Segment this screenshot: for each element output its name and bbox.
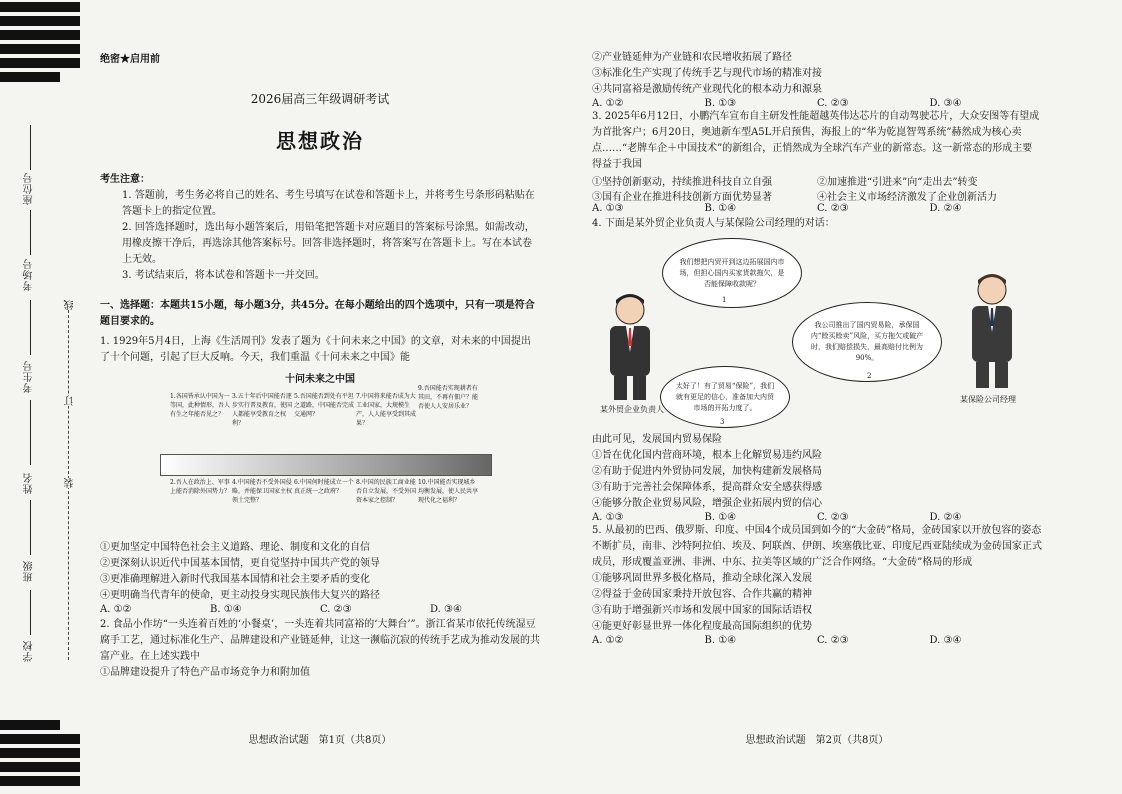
figure-q-bottom: 10.中国能否实现城乡均衡发展，使人民共享现代化之福利？ xyxy=(418,479,479,504)
q5-option: ④能更好彰显世界一体化程度最高国际组织的优势 xyxy=(592,621,812,632)
q5-option: ③有助于增强新兴市场和发展中国家的国际话语权 xyxy=(592,605,812,616)
figure-q-top: 1.各国皆承认中国为一等国，此种情形，吾人有生之年能否见之？ xyxy=(170,393,231,418)
page-footer: 思想政治试题 第1页（共8页） xyxy=(248,735,392,746)
q3-options-row1 xyxy=(592,173,1042,188)
secret-mark: 绝密★启用前 xyxy=(100,54,160,65)
choice-b: B. ①④ xyxy=(704,512,737,523)
bubble-number: 2 xyxy=(867,372,872,380)
page-2 xyxy=(592,0,1042,794)
figure-q-bottom: 4.中国能否不受外国侵略，并能保卫国家主权领土完整？ xyxy=(232,479,293,504)
choice-d: D. ②④ xyxy=(929,512,962,523)
choice-b: B. ①④ xyxy=(704,635,737,646)
q2-option: ①品牌建设提升了特色产品市场竞争力和附加值 xyxy=(100,667,310,678)
student-no-label: 考生号 xyxy=(24,360,35,393)
figure-q-top: 9.吾国能否实现耕者有其田，不再有佃户？能否使人人安居乐业？ xyxy=(418,385,479,410)
speech-bubble-2: 我公司推出了国内贸易险，承保国内“赊买赊卖”风险，买方拖欠或破产时，我们赔偿损失，最高赔付比例为90%。 xyxy=(792,302,942,382)
figure-q-bottom: 2.吾人在政治上、军事上能否消除外国势力？ xyxy=(170,479,231,495)
section-heading: 一、选择题：本题共15小题，每小题3分，共45分。在每小题给出的四个选项中，只有一项是符合题目要求的。 xyxy=(100,300,535,327)
seat-label: 座位号 xyxy=(24,172,35,205)
q2-option: ③标准化生产实现了传统手艺与现代市场的精准对接 xyxy=(592,68,822,79)
q3-option: ③国有企业在推进科技创新方面优势显著 xyxy=(592,192,772,203)
choice-a: A. ①② xyxy=(592,635,624,646)
choice-c: C. ②③ xyxy=(817,203,849,214)
q1-stem: 1. 1929年5月4日，上海《生活周刊》发表了题为《十问未来之中国》的文章，对未来的中国提出了十个问题，引起了巨大反响。今天，我们重温《十问未来之中国》能 xyxy=(100,336,531,363)
q1-option: ③更准确理解进入新时代我国基本国情和社会主要矛盾的变化 xyxy=(100,574,370,585)
choice-c: C. ②③ xyxy=(817,635,849,646)
q2-option: ②产业链延伸为产业链和农民增收拓展了路径 xyxy=(592,52,792,63)
q5-stem: 5. 从最初的巴西、俄罗斯、印度、中国4个成员国到如今的“大金砖”格局，金砖国家以开放包容的姿态不断扩员，南非、沙特阿拉伯、埃及、阿联酋、伊朗、埃塞俄比亚、印度尼西亚陆续成为金砖国家正式成员，形成覆盖亚洲、非洲、中东、拉美等区域的广泛合作网络。“大金砖”格局的形成 xyxy=(592,525,1042,568)
timeline-figure xyxy=(100,370,540,540)
choice-d: D. ③④ xyxy=(430,604,462,615)
name-label: 姓名 xyxy=(24,472,35,494)
q2-choices xyxy=(592,98,1042,109)
q4-lead: 由此可见，发展国内贸易保险 xyxy=(592,434,722,445)
cut-char-2: 订 xyxy=(65,396,76,406)
q3-option: ①坚持创新驱动，持续推进科技自立自强 xyxy=(592,177,772,188)
exam-title: 2026届高三年级调研考试 xyxy=(250,92,390,106)
figure-q-top: 7.中国将来能否成为大工业国家，大规模生产，人人能享受到其成果？ xyxy=(356,393,417,427)
q1-choices xyxy=(100,604,540,615)
figure-q-top: 3.五十年后中国能否逐步实行普及教育，使国人都能享受教育之权利？ xyxy=(232,393,293,427)
q4-stem: 4. 下面是某外贸企业负责人与某保险公司经理的对话： xyxy=(592,218,835,229)
choice-b: B. ①④ xyxy=(210,604,242,615)
q1-option: ②更深刻认识近代中国基本国情，更自觉坚持中国共产党的领导 xyxy=(100,558,380,569)
choice-a: A. ①③ xyxy=(592,512,624,523)
class-label: 班级 xyxy=(24,560,35,582)
choice-d: D. ③④ xyxy=(929,98,962,109)
timeline-bar xyxy=(160,454,492,476)
choice-c: C. ②③ xyxy=(320,604,352,615)
dialogue-illustration xyxy=(592,232,1042,432)
q4-option: ②有助于促进内外贸协同发展，加快构建新发展格局 xyxy=(592,466,822,477)
notice-heading: 考生注意： xyxy=(100,174,150,185)
choice-d: D. ③④ xyxy=(929,635,962,646)
left-person-caption: 某外贸企业负责人 xyxy=(600,405,664,414)
notice-item: 3. 考试结束后，将本试卷和答题卡一并交回。 xyxy=(122,270,325,281)
q5-choices xyxy=(592,635,1042,646)
q4-option: ③有助于完善社会保障体系，提高群众安全感获得感 xyxy=(592,482,822,493)
insurance-manager-figure xyxy=(962,272,1022,392)
choice-c: C. ②③ xyxy=(817,512,849,523)
q1-option: ①更加坚定中国特色社会主义道路、理论、制度和文化的自信 xyxy=(100,542,370,553)
bubble-number: 1 xyxy=(722,296,727,304)
right-person-caption: 某保险公司经理 xyxy=(960,395,1016,404)
q1-option: ④更明确当代青年的使命，更主动投身实现民族伟大复兴的路径 xyxy=(100,590,380,601)
page-1 xyxy=(100,0,540,794)
q3-option: ②加速推进“引进来”向“走出去”转变 xyxy=(817,177,978,188)
choice-d: D. ②④ xyxy=(929,203,962,214)
notice-item: 1. 答题前，考生务必将自己的姓名、考生号填写在试卷和答题卡上，并将考生号条形码粘贴在答题卡上的指定位置。 xyxy=(122,190,535,217)
figure-q-bottom: 8.中国的民族工商业能否自立发展，不受外国资本家之控制？ xyxy=(356,479,417,504)
figure-title: 十问未来之中国 xyxy=(285,374,355,385)
subject-title: 思想政治 xyxy=(276,129,364,153)
q3-option: ④社会主义市场经济激发了企业创新活力 xyxy=(817,192,997,203)
choice-a: A. ①③ xyxy=(592,203,624,214)
businessman-figure xyxy=(600,292,660,402)
cut-char-1: 线 xyxy=(65,300,76,310)
figure-q-bottom: 6.中国何时能成立一个真正统一之政府？ xyxy=(294,479,354,495)
q3-choices xyxy=(592,203,1042,214)
q5-option: ①能够巩固世界多极化格局，推动全球化深入发展 xyxy=(592,573,812,584)
choice-a: A. ①② xyxy=(592,98,624,109)
q4-option: ④能够分散企业贸易风险，增强企业拓展内贸的信心 xyxy=(592,498,822,509)
choice-b: B. ①③ xyxy=(704,98,737,109)
speech-bubble-1: 我们想把内贸开到这边拓展国内市场，但担心国内买家货款拖欠，是否能保障收款呢？ xyxy=(662,238,802,308)
speech-bubble-3: 太好了！有了贸易“保险”，我们就有更足的信心，准备加大内贸市场的开拓力度了。 xyxy=(660,366,790,428)
q4-choices xyxy=(592,512,1042,523)
choice-c: C. ②③ xyxy=(817,98,849,109)
choice-b: B. ①④ xyxy=(704,203,737,214)
school-label: 学校 xyxy=(24,640,35,662)
q3-options-row2 xyxy=(592,188,1042,203)
notice-item: 2. 回答选择题时，选出每小题答案后，用铅笔把答题卡对应题目的答案标号涂黑。如需改动，用橡皮擦干净后，再选涂其他答案标号。回答非选择题时，将答案写在答题卡上。写在本试卷上无效。 xyxy=(122,222,535,265)
page-footer: 思想政治试题 第2页（共8页） xyxy=(745,735,889,746)
cut-char-3: 装 xyxy=(65,478,76,488)
choice-a: A. ①② xyxy=(100,604,132,615)
q2-stem: 2. 食品小作坊“一头连着百姓的‘小餐桌’，一头连着共同富裕的‘大舞台’”。浙江省某市依托传统湿豆腐手工艺，通过标准化生产、品牌建设和产业链延伸，让这一濒临沉寂的传统手艺成为推动发展的共富产业。在上述实践中 xyxy=(100,619,540,662)
figure-q-top: 5.吾国能否到处有平坦之道路，中国能否完成交通网？ xyxy=(294,393,355,418)
exam-no-label: 考场号 xyxy=(24,258,35,291)
q5-option: ②得益于金砖国家秉持开放包容、合作共赢的精神 xyxy=(592,589,812,600)
q2-option: ④共同富裕是激励传统产业现代化的根本动力和源泉 xyxy=(592,84,822,95)
bubble-number: 3 xyxy=(720,418,725,426)
q4-option: ①旨在优化国内营商环境，根本上化解贸易违约风险 xyxy=(592,450,822,461)
q3-stem: 3. 2025年6月12日，小鹏汽车宣布自主研发性能超越英伟达芯片的自动驾驶芯片，大众安图等有望成为首批客户；6月20日，奥迪新车型A5L开启预售，海报上的“华为乾崑智驾系统”赫然成为核心卖点……“老牌车企＋中国技术”的新组合，正悄然成为全球汽车产业的新常态。这一新常态的形成主要得益于我国 xyxy=(592,111,1040,170)
